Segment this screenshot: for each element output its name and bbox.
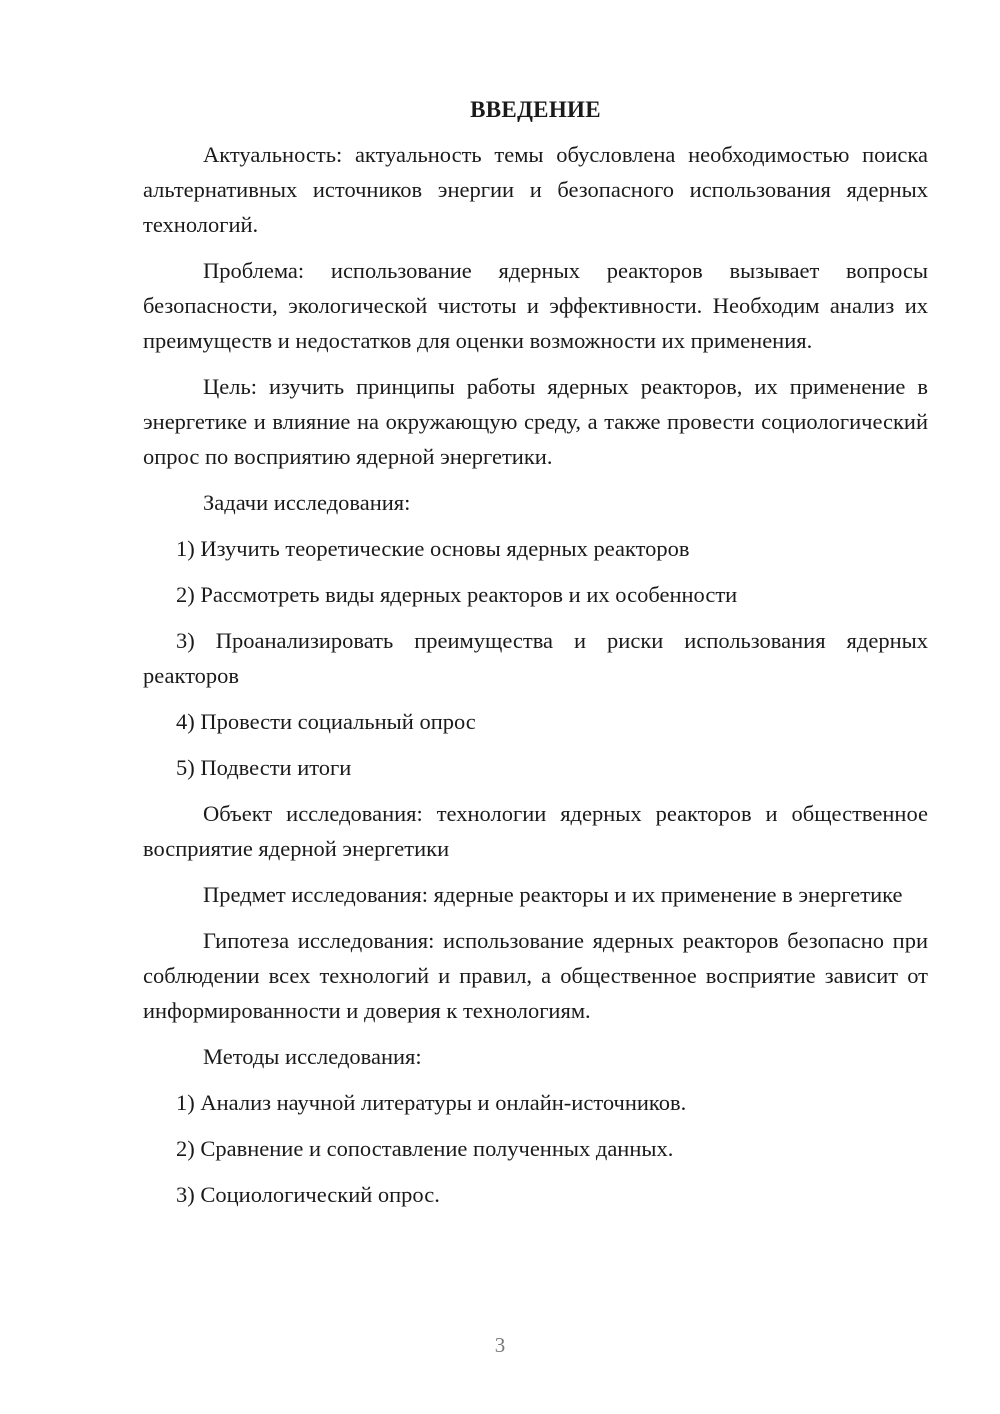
task-item: 3) Проанализировать преимущества и риски использования ядерных реакторов: [143, 628, 928, 688]
hypothesis-paragraph: Гипотеза исследования: использование ядерных реакторов безопасно при соблюдении всех технологий и правил, а общественное восприятие зависит от информированности и доверия к технологиям.: [143, 928, 928, 1023]
method-item: 1) Анализ научной литературы и онлайн-источников.: [176, 1090, 687, 1115]
methods-title: Методы исследования:: [203, 1044, 422, 1069]
relevance-paragraph: Актуальность: актуальность темы обусловлена необходимостью поиска альтернативных источников энергии и безопасного использования ядерных технологий.: [143, 142, 928, 237]
method-item: 2) Сравнение и сопоставление полученных данных.: [176, 1136, 674, 1161]
subject-paragraph: Предмет исследования: ядерные реакторы и их применение в энергетике: [203, 882, 903, 907]
tasks-title: Задачи исследования:: [203, 490, 411, 515]
document-page: [143, 92, 928, 1223]
goal-paragraph: Цель: изучить принципы работы ядерных реакторов, их применение в энергетике и влияние на окружающую среду, а также провести социологический опрос по восприятию ядерной энергетики.: [143, 374, 928, 469]
page-number: 3: [494, 1333, 506, 1357]
section-heading: ВВЕДЕНИЕ: [470, 97, 601, 122]
task-item: 2) Рассмотреть виды ядерных реакторов и их особенности: [176, 582, 738, 607]
task-item: 4) Провести социальный опрос: [176, 709, 476, 734]
task-item: 5) Подвести итоги: [176, 755, 352, 780]
object-paragraph: Объект исследования: технологии ядерных реакторов и общественное восприятие ядерной энергетики: [143, 801, 928, 861]
method-item: 3) Социологический опрос.: [176, 1182, 440, 1207]
problem-paragraph: Проблема: использование ядерных реакторов вызывает вопросы безопасности, экологической чистоты и эффективности. Необходим анализ их преимуществ и недостатков для оценки возможности их применения.: [143, 258, 928, 353]
task-item: 1) Изучить теоретические основы ядерных реакторов: [176, 536, 690, 561]
